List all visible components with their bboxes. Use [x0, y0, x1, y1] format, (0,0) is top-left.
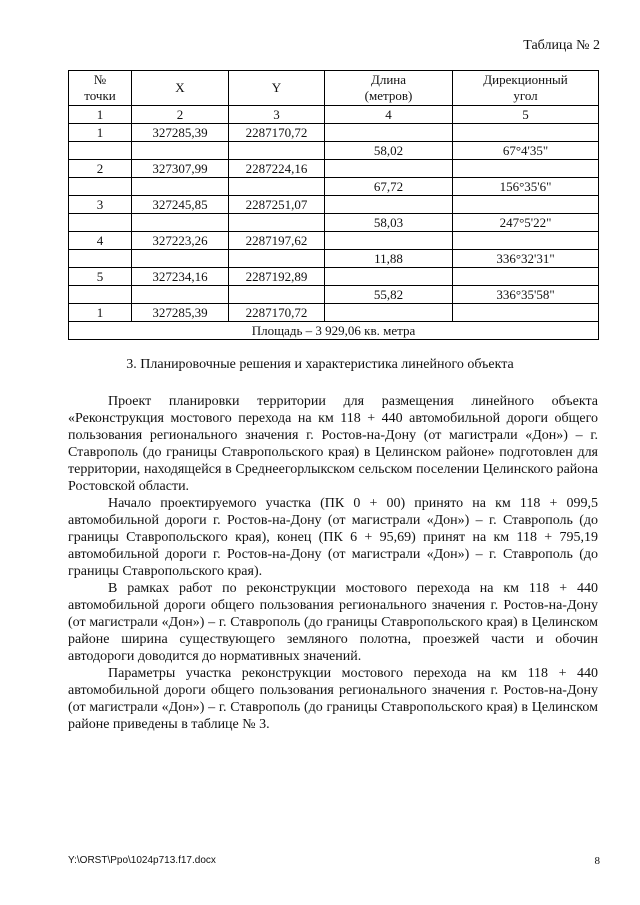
- table-cell: 327285,39: [132, 124, 229, 142]
- table-cell: 1: [69, 124, 132, 142]
- table-cell: 2287192,89: [229, 268, 325, 286]
- paragraph: В рамках работ по реконструкции мостового перехода на км 118 + 440 автомобильной дороги общего пользования регионального значения г. Ростов-на-Дону (от магистрали «Дон») – г. Ставрополь (до границы Ставропольского края) в Целинском районе ширина существующего земляного полотна, проезжей части и обочин автодороги доводится до нормативных значений.: [68, 581, 598, 664]
- table-cell: 327223,26: [132, 232, 229, 250]
- table-row: [69, 214, 599, 232]
- column-number: 5: [453, 106, 599, 124]
- table-row: [69, 304, 599, 322]
- paragraph: Параметры участка реконструкции мостового перехода на км 118 + 440 автомобильной дороги общего пользования регионального значения г. Ростов-на-Дону (от магистрали «Дон») – г. Ставрополь (до границы Ставропольского края) в Целинском районе приведены в таблице № 3.: [68, 666, 598, 732]
- table-cell: [69, 142, 132, 160]
- table-cell: [229, 286, 325, 304]
- table-caption: Таблица № 2: [523, 38, 600, 53]
- table-cell: [325, 196, 453, 214]
- table-cell: 4: [69, 232, 132, 250]
- header-direction-angle: Дирекционный угол: [453, 71, 599, 106]
- table-cell: [69, 250, 132, 268]
- table-row: [69, 268, 599, 286]
- table-cell: 327307,99: [132, 160, 229, 178]
- table-row: [69, 178, 599, 196]
- table-cell: 336°35'58": [453, 286, 599, 304]
- table-cell: 3: [69, 196, 132, 214]
- coordinates-table: [68, 70, 599, 340]
- table-cell: [453, 160, 599, 178]
- table-cell: 58,03: [325, 214, 453, 232]
- table-cell: [132, 250, 229, 268]
- table-row: [69, 286, 599, 304]
- column-number: 4: [325, 106, 453, 124]
- table-row: [69, 160, 599, 178]
- table-cell: 67°4'35": [453, 142, 599, 160]
- table-cell: [132, 214, 229, 232]
- table-cell: 58,02: [325, 142, 453, 160]
- table-cell: [453, 124, 599, 142]
- table-row: [69, 142, 599, 160]
- table-row: [69, 124, 599, 142]
- table-cell: 11,88: [325, 250, 453, 268]
- column-number: 2: [132, 106, 229, 124]
- table-cell: 2287197,62: [229, 232, 325, 250]
- header-x: X: [132, 71, 229, 106]
- header-point-number: № точки: [69, 71, 132, 106]
- table-cell: 336°32'31": [453, 250, 599, 268]
- table-cell: 2287170,72: [229, 304, 325, 322]
- footer-file-path: Y:\ORST\Ppo\1024p713.f17.docx: [68, 855, 216, 866]
- page-number: 8: [594, 855, 600, 867]
- table-cell: [132, 142, 229, 160]
- header-length: Длина (метров): [325, 71, 453, 106]
- column-number: 3: [229, 106, 325, 124]
- table-row: [69, 250, 599, 268]
- table-cell: 2: [69, 160, 132, 178]
- body-text: [68, 393, 598, 733]
- table-cell: [229, 178, 325, 196]
- table-header-row: [69, 71, 599, 106]
- table-cell: 1: [69, 304, 132, 322]
- table-cell: [132, 286, 229, 304]
- table-cell: [325, 304, 453, 322]
- table-cell: 2287251,07: [229, 196, 325, 214]
- paragraph: Начало проектируемого участка (ПК 0 + 00) принято на км 118 + 099,5 автомобильной дороги г. Ростов-на-Дону (от магистрали «Дон») – г. Ставрополь (до границы Ставропольского края), конец (ПК 6 + 95,69) принят на км 118 + 795,19 автомобильной дороги г. Ростов-на-Дону (от магистрали «Дон») – г. Ставрополь (до границы Ставропольского края).: [68, 496, 598, 579]
- table-cell: [229, 142, 325, 160]
- table-cell: [453, 232, 599, 250]
- header-y: Y: [229, 71, 325, 106]
- table-cell: 247°5'22": [453, 214, 599, 232]
- area-row: [69, 322, 599, 340]
- table-cell: 156°35'6": [453, 178, 599, 196]
- table-cell: [132, 178, 229, 196]
- table-cell: [69, 178, 132, 196]
- table-cell: [69, 286, 132, 304]
- section-title: 3. Планировочные решения и характеристика линейного объекта: [126, 357, 514, 372]
- table-cell: 55,82: [325, 286, 453, 304]
- table-cell: [325, 232, 453, 250]
- table-cell: 5: [69, 268, 132, 286]
- table-cell: [229, 214, 325, 232]
- table-row: [69, 232, 599, 250]
- table-cell: [229, 250, 325, 268]
- table-cell: [325, 268, 453, 286]
- table-cell: 327234,16: [132, 268, 229, 286]
- table-row: [69, 196, 599, 214]
- column-number: 1: [69, 106, 132, 124]
- table-cell: 327285,39: [132, 304, 229, 322]
- column-numbers-row: [69, 106, 599, 124]
- table-cell: 2287224,16: [229, 160, 325, 178]
- table-cell: [453, 196, 599, 214]
- table-cell: [453, 268, 599, 286]
- table-cell: [69, 214, 132, 232]
- table-cell: 67,72: [325, 178, 453, 196]
- table-cell: [453, 304, 599, 322]
- table-cell: [325, 124, 453, 142]
- table-cell: 327245,85: [132, 196, 229, 214]
- paragraph: Проект планировки территории для размещения линейного объекта «Реконструкция мостового перехода на км 118 + 440 автомобильной дороги общего пользования регионального значения г. Ростов-на-Дону (от магистрали «Дон») – г. Ставрополь (до границы Ставропольского края) в Целинском районе» подготовлен для территории, находящейся в Среднеегорлыкском сельском поселении Целинского района Ростовской области.: [68, 394, 598, 494]
- table-cell: [325, 160, 453, 178]
- area-total: Площадь – 3 929,06 кв. метра: [69, 322, 599, 340]
- table-cell: 2287170,72: [229, 124, 325, 142]
